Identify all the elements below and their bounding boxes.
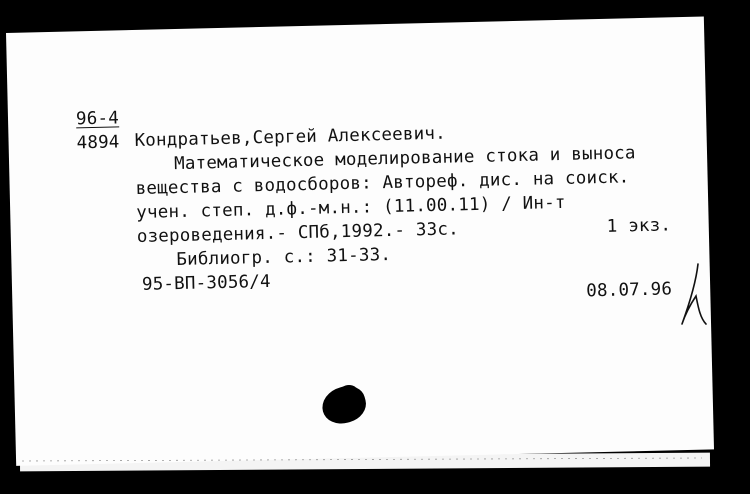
- date-stamp: 08.07.96: [586, 279, 673, 302]
- title-line-2: вещества с водосборов: Автореф. дис. на соиск.: [135, 167, 630, 199]
- ink-blot-edge: [340, 385, 358, 399]
- copies-count: 1 экз.: [606, 215, 672, 237]
- handwritten-signature: [676, 262, 710, 330]
- shelf-mark-top: 96-4: [75, 108, 120, 130]
- title-line-3: учен. степ. д.ф.-м.н.: (11.00.11) / Ин-т: [136, 192, 566, 223]
- bibliography-note: Библиогр. с.: 31-33.: [176, 244, 392, 271]
- shelf-mark-bottom: 4894: [76, 132, 120, 154]
- registration-number: 95-ВП-3056/4: [141, 271, 272, 295]
- author-heading: Кондратьев,Сергей Алексеевич.: [134, 123, 447, 151]
- title-line-1: Математическое моделирование стока и выноса: [173, 143, 636, 175]
- title-line-4: озероведения.- СПб,1992.- 33с.: [136, 219, 460, 247]
- scan-edge-noise: [22, 455, 702, 465]
